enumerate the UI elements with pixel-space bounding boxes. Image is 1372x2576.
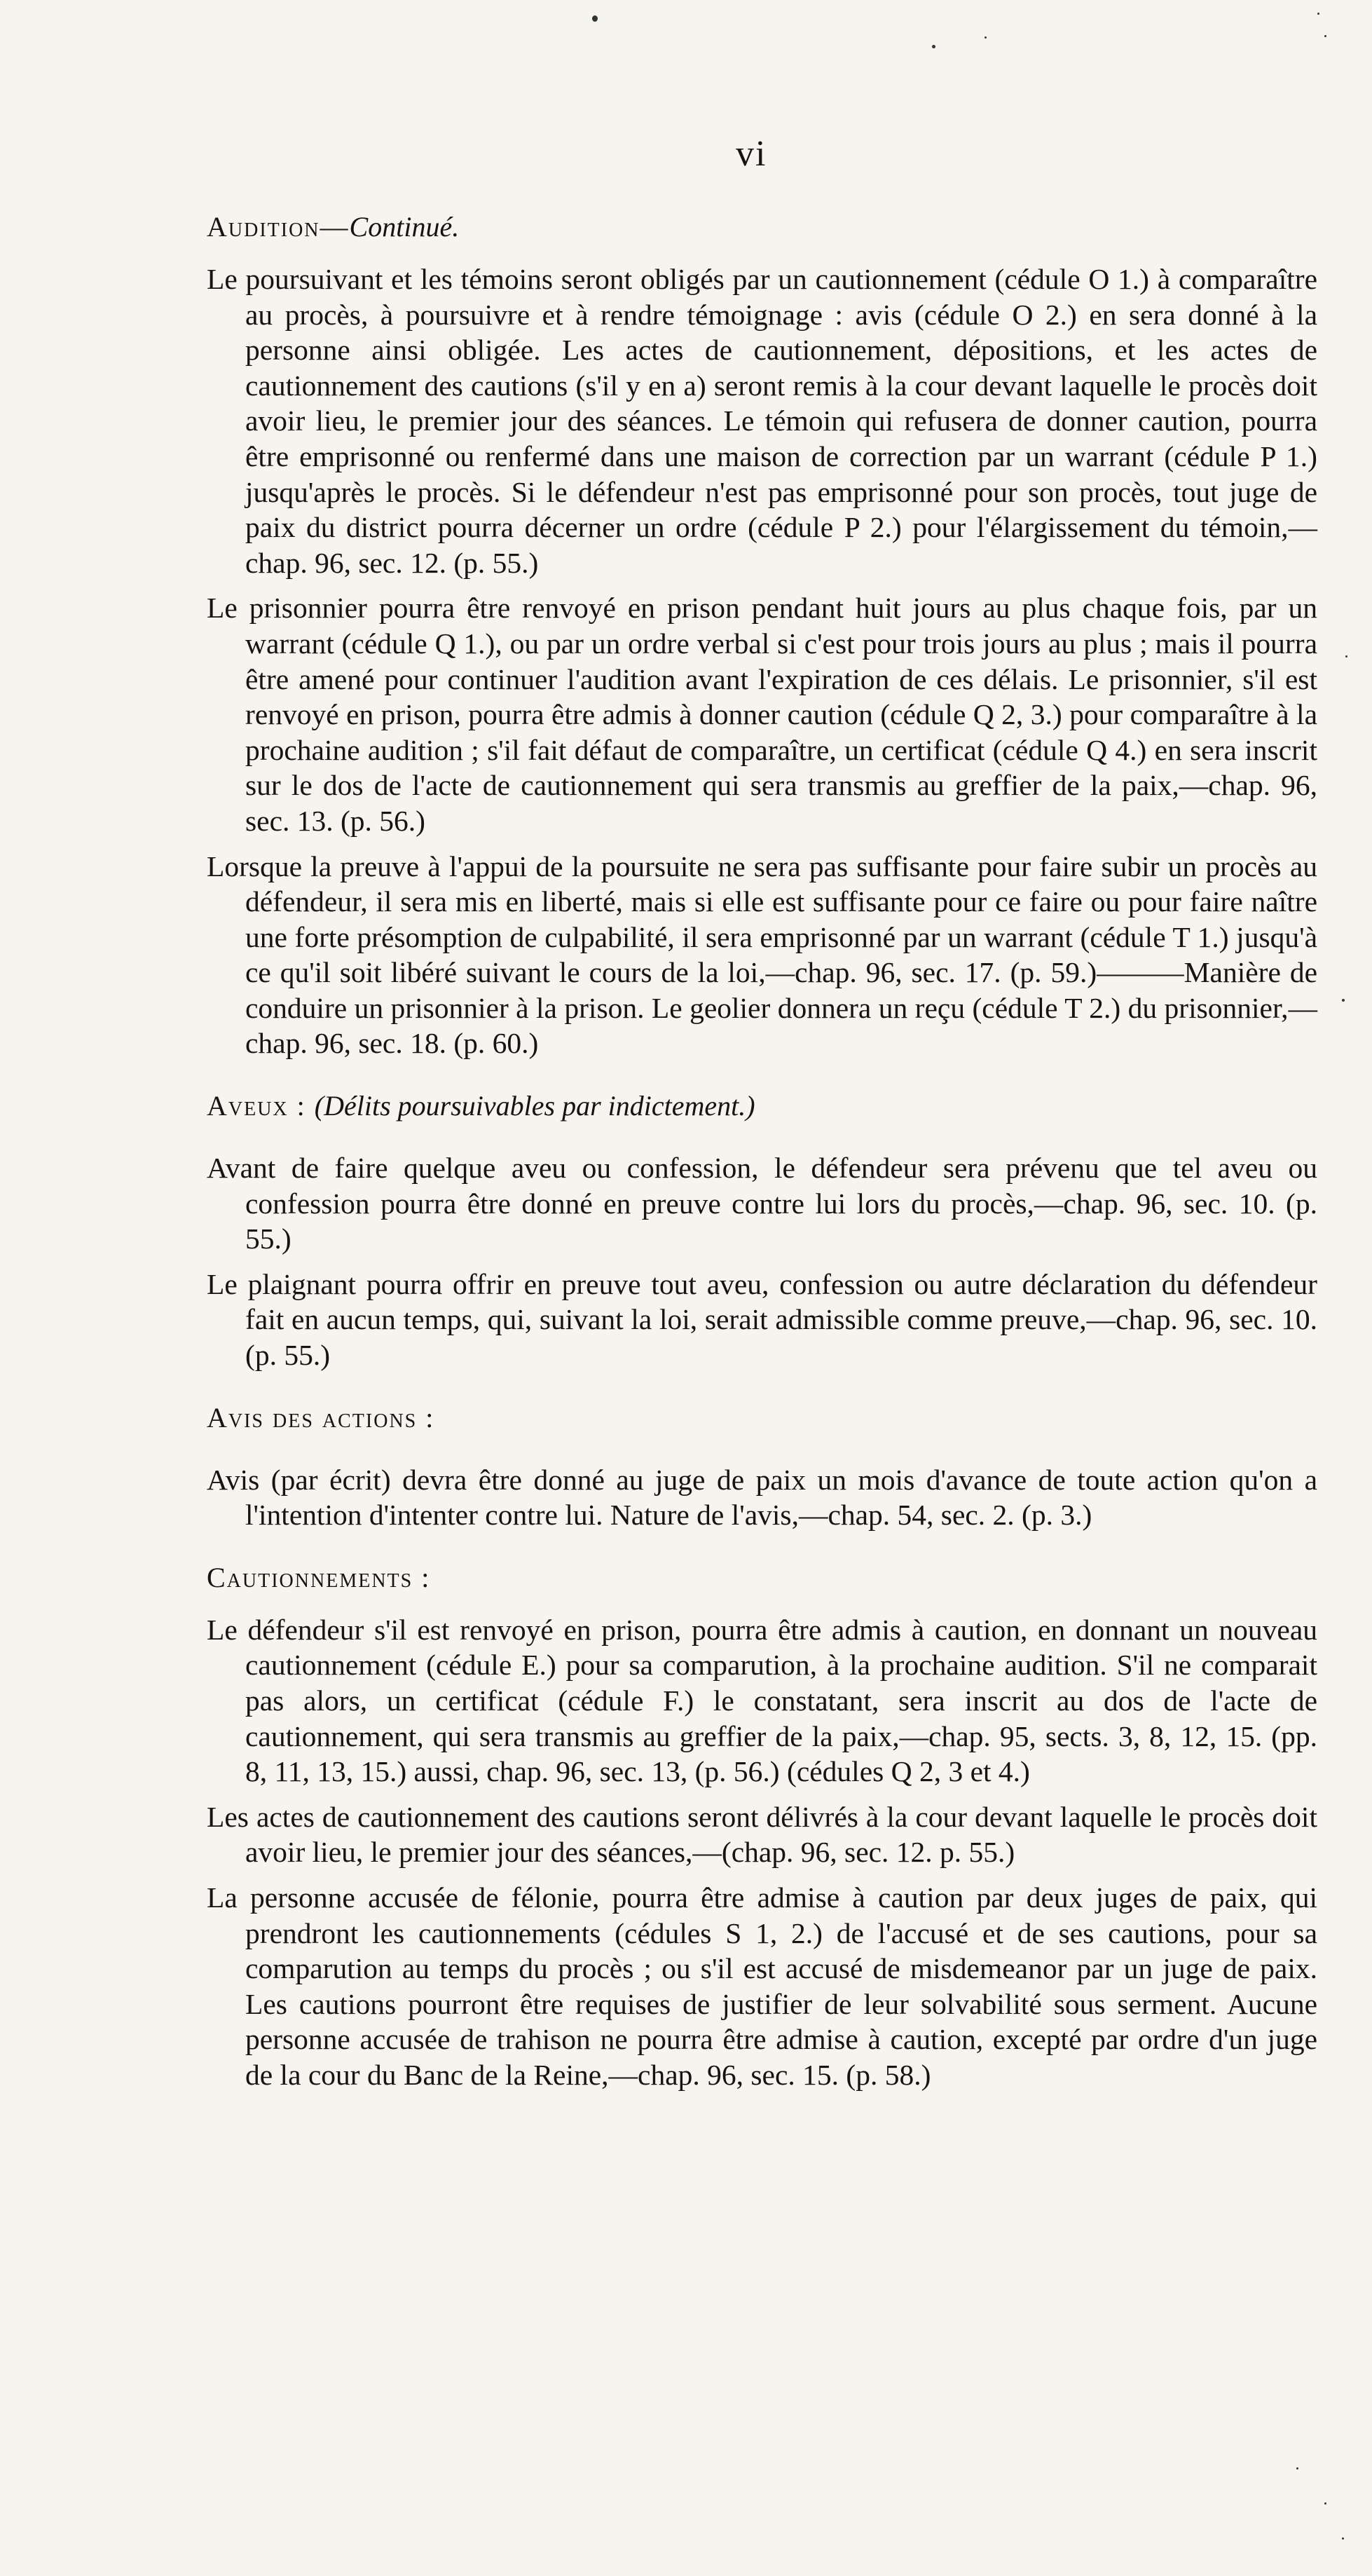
section-heading-audition: Audition—Continué. <box>207 211 460 243</box>
document-body <box>207 123 1317 2093</box>
paragraph: Le défendeur s'il est renvoyé en prison, pourra être admis à caution, en donnant un nouveau cautionnement (cédule E.) pour sa comparution, à la prochaine audition. S'il ne comparait pas alors, un certificat (cédule F.) le constatant, sera inscrit au dos de l'acte de cautionnement, qui sera transmis au greffier de la paix,—chap. 95, sects. 3, 8, 12, 15. (pp. 8, 11, 13, 15.) aussi, chap. 96, sec. 13, (p. 56.) (cédules Q 2, 3 et 4.) <box>207 1613 1317 1788</box>
paragraph: Les actes de cautionnement des cautions seront délivrés à la cour devant laquelle le procès doit avoir lieu, le premier jour des séances,—(chap. 96, sec. 12. p. 55.) <box>207 1800 1317 1869</box>
paragraph: Le poursuivant et les témoins seront obligés par un cautionnement (cédule O 1.) à comparaître au procès, à poursuivre et à rendre témoignage : avis (cédule O 2.) en sera donné à la personne ainsi obligée. Les actes de cautionnement, dépositions, et les actes de cautionnement des cautions (s'il y en a) seront remis à la cour devant laquelle le procès doit avoir lieu, le premier jour des séances. Le témoin qui refusera de donner caution, pourra être emprisonné ou renfermé dans une maison de correction par un warrant (cédule P 1.) jusqu'après le procès. Si le défendeur n'est pas emprisonné pour son procès, tout juge de paix du district pourra décerner un ordre (cédule P 2.) pour l'élargissement du témoin,—chap. 96, sec. 12. (p. 55.) <box>207 263 1317 579</box>
paragraph: Lorsque la preuve à l'appui de la poursuite ne sera pas suffisante pour faire subir un procès au défendeur, il sera mis en liberté, mais si elle est suffisante pour ce faire ou pour faire naître une forte présomption de culpabilité, il sera emprisonné par un warrant (cédule T 1.) jusqu'à ce qu'il soit libéré suivant le cours de la loi,—chap. 96, sec. 17. (p. 59.)———Manière de conduire un prisonnier à la prison. Le geolier donnera un reçu (cédule T 2.) du prisonnier,—chap. 96, sec. 18. (p. 60.) <box>207 850 1317 1060</box>
section-heading-cautionnements: Cautionnements : <box>207 1561 431 1593</box>
paragraph: La personne accusée de félonie, pourra être admise à caution par deux juges de paix, qui prendront les cautionnements (cédules S 1, 2.) de l'accusé et de ses cautions, pour sa comparution au temps du procès ; ou s'il est accusé de misdemeanor par un juge de paix. Les cautions pourront être requises de justifier de leur solvabilité sous serment. Aucune personne accusée de trahison ne pourra être admise à caution, excepté par ordre d'un juge de la cour du Banc de la Reine,—chap. 96, sec. 15. (p. 58.) <box>207 1881 1317 2091</box>
section-heading-aveux: Aveux : (Délits poursuivables par indictement.) <box>207 1090 755 1122</box>
paragraph: Le prisonnier pourra être renvoyé en prison pendant huit jours au plus chaque fois, par un warrant (cédule Q 1.), ou par un ordre verbal si c'est pour trois jours au plus ; mais il pourra être amené pour continuer l'audition avant l'expiration de ces délais. Le prisonnier, s'il est renvoyé en prison, pourra être admis à donner caution (cédule Q 2, 3.) pour comparaître à la prochaine audition ; s'il fait défaut de comparaître, un certificat (cédule Q 4.) en sera inscrit sur le dos de l'acte de cautionnement qui sera transmis au greffier de la paix,—chap. 96, sec. 13. (p. 56.) <box>207 592 1317 837</box>
paragraph: Avis (par écrit) devra être donné au juge de paix un mois d'avance de toute action qu'on a l'intention d'intenter contre lui. Nature de l'avis,—chap. 54, sec. 2. (p. 3.) <box>207 1463 1317 1532</box>
paragraph: Le plaignant pourra offrir en preuve tout aveu, confession ou autre déclaration du défendeur fait en aucun temps, qui, suivant la loi, serait admissible comme preuve,—chap. 96, sec. 10. (p. 55.) <box>207 1267 1317 1372</box>
paragraph: Avant de faire quelque aveu ou confession, le défendeur sera prévenu que tel aveu ou confession pourra être donné en preuve contre lui lors du procès,—chap. 96, sec. 10. (p. 55.) <box>207 1152 1317 1255</box>
section-heading-avis-des-actions: Avis des actions : <box>207 1401 435 1433</box>
page-number: vi <box>736 134 767 174</box>
